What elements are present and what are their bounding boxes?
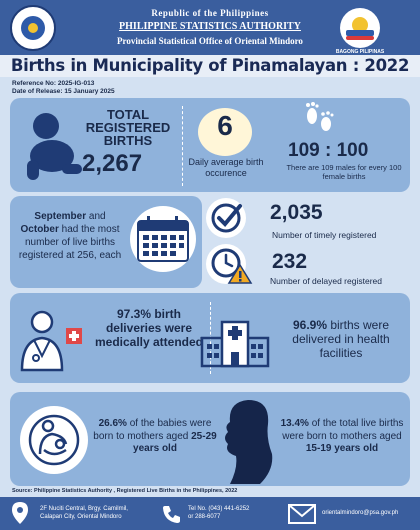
source-note: Source: Philippine Statistics Authority , Registered Live Births in the Philippines, 2022: [12, 488, 238, 494]
footer-tel-1: Tel No. (043) 441-6252: [188, 506, 250, 512]
warning-clock-icon: [210, 247, 252, 287]
release-date: Date of Release: 15 January 2025: [12, 88, 115, 95]
calendar-icon: [137, 216, 189, 262]
baby-icon: [22, 112, 82, 184]
header-line-1: Republic of the Philippines: [151, 8, 269, 18]
header-line-3: Provincial Statistical Office of Oriental Mindoro: [117, 36, 303, 46]
hospital-icon: [200, 316, 270, 368]
total-births-value: 2,267: [82, 150, 143, 177]
woman-silhouette-icon: [218, 398, 274, 486]
footer-tel-2: or 288-6077: [188, 514, 221, 520]
age-15-19-text: 13.4% of the total live births were born to mothers aged 15-19 years old: [280, 418, 404, 454]
footer-address-1: 2F Nuciti Central, Brgy. Camilmil,: [40, 506, 128, 512]
location-icon: [12, 502, 28, 524]
page-title: Births in Municipality of Pinamalayan : 2022: [10, 56, 410, 75]
header-line-2: PHILIPPINE STATISTICS AUTHORITY: [119, 21, 301, 32]
check-clock-icon: [210, 202, 244, 236]
sex-ratio-value: 109 : 100: [288, 140, 369, 161]
daily-average-value: 6: [217, 110, 233, 141]
bagong-pilipinas-logo: [340, 8, 380, 48]
timely-value: 2,035: [270, 201, 323, 224]
footer-email: orientalmindoro@psa.gov.ph: [322, 510, 399, 516]
total-births-label: TOTAL REGISTERED BIRTHS: [85, 107, 171, 148]
delayed-label: Number of delayed registered: [270, 276, 382, 286]
logo-text: BAGONG PILIPINAS: [335, 49, 385, 55]
reference-number: Reference No: 2025-IG-013: [12, 80, 95, 87]
delayed-value: 232: [272, 250, 308, 273]
timely-label: Number of timely registered: [272, 230, 377, 240]
mother-baby-icon: [28, 414, 80, 466]
medical-attended-text: 97.3% birth deliveries were medically attended: [94, 307, 204, 349]
peak-months-text: September and October had the most number of live births registered at 256, each: [18, 211, 122, 261]
footer-address-2: Calapan City, Oriental Mindoro: [40, 514, 122, 520]
age-25-29-text: 26.6% of the babies were born to mothers aged 25-29 years old: [93, 418, 217, 454]
footprints-icon: [304, 100, 334, 132]
phone-icon: [162, 504, 182, 524]
sex-ratio-label: There are 109 males for every 100 female births: [286, 163, 402, 181]
email-icon: [288, 504, 316, 524]
daily-average-label: Daily average birth occurence: [188, 157, 264, 178]
doctor-icon: [18, 306, 88, 372]
facility-delivered-text: 96.9% births were delivered in health facilities: [292, 318, 390, 360]
